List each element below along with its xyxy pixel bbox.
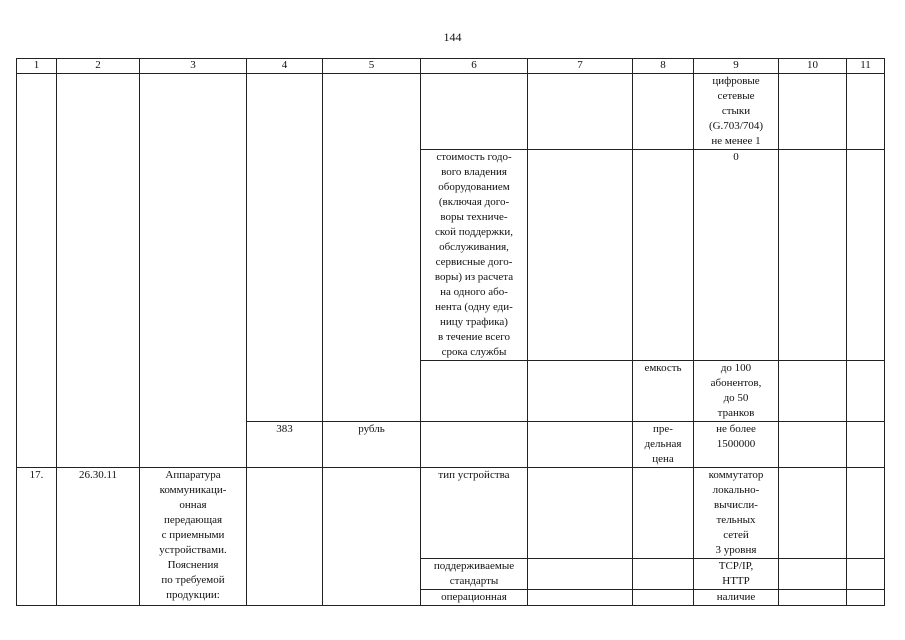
table-cell [779,590,847,606]
characteristic-cell [421,422,528,468]
product-name-cell: Аппаратура коммуникаци- онная передающая с приемными устройствами. Пояснения по требуемой продукции: [140,468,247,606]
unit-cell: пре- дельная цена [633,422,694,468]
table-row [17,74,885,150]
unit-cell [633,559,694,590]
table-cell [323,74,421,422]
table-cell [847,559,885,590]
characteristic-cell [421,361,528,422]
value-cell: наличие [694,590,779,606]
characteristic-cell: стоимость годо- вого владения оборудованием (включая дого- воры техниче- ской поддержки, обслуживания, сервисные дого- воры) из расчета на одного або- нента (одну еди- ницу трафика) в течение всего срока службы [421,150,528,361]
table-cell [779,361,847,422]
value-cell: TCP/IP, HTTP [694,559,779,590]
characteristic-cell [421,74,528,150]
column-header: 7 [528,59,633,74]
page-number: 144 [443,30,462,44]
table-cell [528,422,633,468]
column-header: 6 [421,59,528,74]
okpd-code-cell: 26.30.11 [57,468,140,606]
characteristic-cell: тип устройства [421,468,528,559]
column-header: 11 [847,59,885,74]
unit-cell [633,590,694,606]
unit-cell [633,468,694,559]
table-cell [528,468,633,559]
table-cell [140,74,247,468]
value-cell: до 100 абонентов, до 50 транков [694,361,779,422]
column-header: 5 [323,59,421,74]
table-cell [847,74,885,150]
row-number-cell: 17. [17,468,57,606]
table-cell [847,150,885,361]
column-header: 1 [17,59,57,74]
table-header-row [17,59,885,74]
table-cell [323,468,421,606]
column-header: 3 [140,59,247,74]
table-cell [779,468,847,559]
table-cell [847,361,885,422]
column-header: 10 [779,59,847,74]
column-header: 8 [633,59,694,74]
table-cell [847,468,885,559]
table-cell [779,150,847,361]
column-header: 2 [57,59,140,74]
table-cell [247,74,323,422]
table-cell [847,422,885,468]
table-cell [528,559,633,590]
table-cell [779,422,847,468]
value-cell: коммутатор локально- вычисли- тельных сетей 3 уровня [694,468,779,559]
table-cell [528,74,633,150]
value-cell: цифровые сетевые стыки (G.703/704) не менее 1 [694,74,779,150]
value-cell: 0 [694,150,779,361]
characteristic-cell: поддерживаемые стандарты [421,559,528,590]
unit-cell [633,150,694,361]
value-cell: не более 1500000 [694,422,779,468]
table-cell [17,74,57,468]
unit-cell [633,74,694,150]
table-cell [247,468,323,606]
table-cell [528,590,633,606]
table-cell [528,150,633,361]
okei-code-cell: 383 [247,422,323,468]
table-row [17,468,885,559]
table-cell [847,590,885,606]
specification-table [16,58,885,606]
table-cell [528,361,633,422]
table-cell [779,559,847,590]
table-cell [57,74,140,468]
unit-cell: емкость [633,361,694,422]
characteristic-cell: операционная [421,590,528,606]
unit-name-cell: рубль [323,422,421,468]
column-header: 4 [247,59,323,74]
table-cell [779,74,847,150]
column-header: 9 [694,59,779,74]
